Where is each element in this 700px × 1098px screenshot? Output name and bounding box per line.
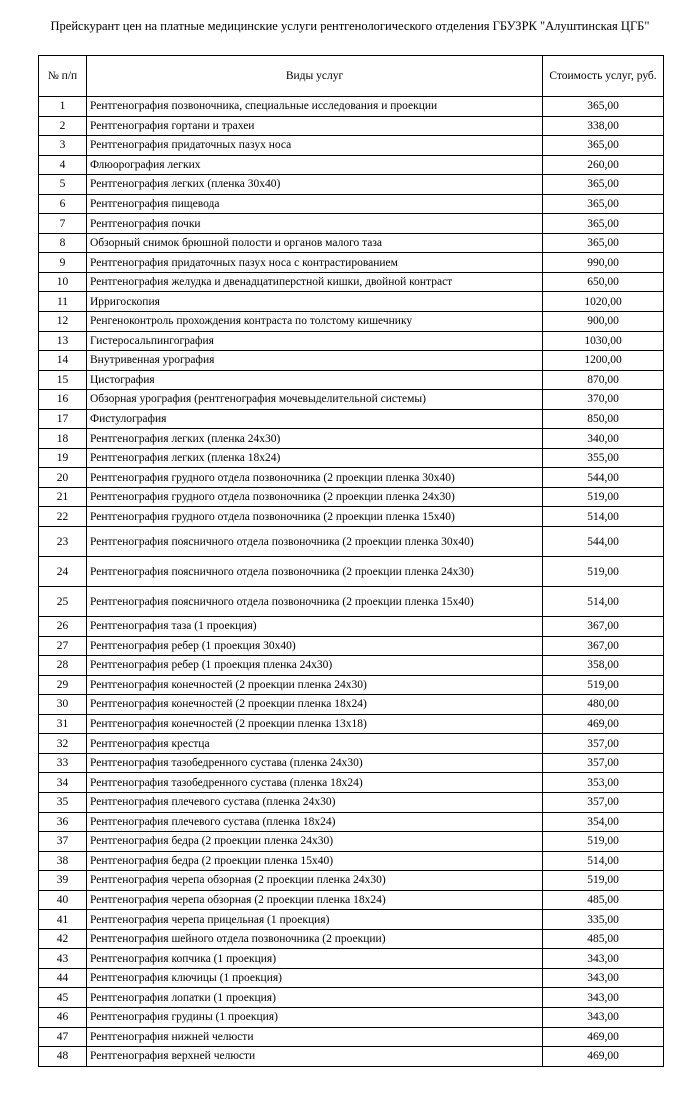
row-service: Рентгенография поясничного отдела позвоночника (2 проекции пленка 30х40) <box>87 527 543 557</box>
row-service: Рентгенография верхней челюсти <box>87 1047 543 1067</box>
row-price: 485,00 <box>543 890 664 910</box>
row-number: 11 <box>39 292 87 312</box>
row-number: 32 <box>39 734 87 754</box>
table-row <box>39 390 664 410</box>
row-number: 14 <box>39 351 87 371</box>
table-row <box>39 792 664 812</box>
row-number: 45 <box>39 988 87 1008</box>
row-service: Рентгенография поясничного отдела позвоночника (2 проекции пленка 15х40) <box>87 587 543 617</box>
row-service: Рентгенография бедра (2 проекции пленка 24х30) <box>87 832 543 852</box>
row-price: 358,00 <box>543 656 664 676</box>
row-number: 33 <box>39 753 87 773</box>
row-price: 365,00 <box>543 194 664 214</box>
row-price: 343,00 <box>543 949 664 969</box>
table-row <box>39 871 664 891</box>
table-row <box>39 175 664 195</box>
row-service: Рентгенография придаточных пазух носа с контрастированием <box>87 253 543 273</box>
row-service: Рентгенография плечевого сустава (пленка 18х24) <box>87 812 543 832</box>
table-row <box>39 331 664 351</box>
row-price: 650,00 <box>543 272 664 292</box>
row-price: 469,00 <box>543 1047 664 1067</box>
table-row <box>39 351 664 371</box>
row-price: 850,00 <box>543 409 664 429</box>
row-service: Обзорная урография (рентгенография мочевыделительной системы) <box>87 390 543 410</box>
row-price: 365,00 <box>543 136 664 156</box>
table-row <box>39 636 664 656</box>
row-service: Рентгенография легких (пленка 18х24) <box>87 448 543 468</box>
row-number: 2 <box>39 116 87 136</box>
row-price: 1020,00 <box>543 292 664 312</box>
row-service: Гистеросальпингография <box>87 331 543 351</box>
row-number: 9 <box>39 253 87 273</box>
row-number: 40 <box>39 890 87 910</box>
row-service: Рентгенография пищевода <box>87 194 543 214</box>
document-title: Прейскурант цен на платные медицинские услуги рентгенологического отделения ГБУЗРК "Алуштинская ЦГБ" <box>50 19 650 33</box>
row-service: Рентгенография грудины (1 проекция) <box>87 1007 543 1027</box>
row-number: 47 <box>39 1027 87 1047</box>
row-number: 5 <box>39 175 87 195</box>
row-number: 41 <box>39 910 87 930</box>
row-price: 365,00 <box>543 175 664 195</box>
row-number: 46 <box>39 1007 87 1027</box>
price-table <box>38 55 664 1067</box>
table-row <box>39 292 664 312</box>
row-number: 27 <box>39 636 87 656</box>
row-price: 357,00 <box>543 753 664 773</box>
row-price: 357,00 <box>543 734 664 754</box>
row-service: Рентгенография бедра (2 проекции пленка 15х40) <box>87 851 543 871</box>
table-row <box>39 890 664 910</box>
row-service: Рентгенография тазобедренного сустава (пленка 18х24) <box>87 773 543 793</box>
row-service: Рентгенография плечевого сустава (пленка 24х30) <box>87 792 543 812</box>
row-price: 367,00 <box>543 617 664 637</box>
row-price: 519,00 <box>543 557 664 587</box>
row-service: Рентгенография желудка и двенадцатиперстной кишки, двойной контраст <box>87 272 543 292</box>
row-price: 870,00 <box>543 370 664 390</box>
row-number: 31 <box>39 714 87 734</box>
table-row <box>39 370 664 390</box>
row-service: Фистулография <box>87 409 543 429</box>
table-row <box>39 851 664 871</box>
row-number: 26 <box>39 617 87 637</box>
row-number: 10 <box>39 272 87 292</box>
row-number: 48 <box>39 1047 87 1067</box>
row-price: 544,00 <box>543 468 664 488</box>
table-row <box>39 988 664 1008</box>
table-row <box>39 155 664 175</box>
row-service: Рентгенография грудного отдела позвоночника (2 проекции пленка 15х40) <box>87 507 543 527</box>
row-service: Рентгенография грудного отдела позвоночника (2 проекции пленка 30х40) <box>87 468 543 488</box>
row-price: 260,00 <box>543 155 664 175</box>
row-number: 38 <box>39 851 87 871</box>
row-service: Рентгенография крестца <box>87 734 543 754</box>
row-service: Рентгенография черепа обзорная (2 проекции пленка 24х30) <box>87 871 543 891</box>
row-service: Рентгенография позвоночника, специальные исследования и проекции <box>87 97 543 117</box>
row-number: 8 <box>39 233 87 253</box>
row-service: Обзорный снимок брюшной полости и органов малого таза <box>87 233 543 253</box>
table-row <box>39 812 664 832</box>
row-service: Рентгенография ключицы (1 проекция) <box>87 968 543 988</box>
row-price: 357,00 <box>543 792 664 812</box>
row-number: 20 <box>39 468 87 488</box>
row-number: 4 <box>39 155 87 175</box>
row-number: 28 <box>39 656 87 676</box>
row-price: 469,00 <box>543 714 664 734</box>
table-row <box>39 233 664 253</box>
table-row <box>39 487 664 507</box>
row-price: 370,00 <box>543 390 664 410</box>
table-row <box>39 675 664 695</box>
row-service: Флюорография легких <box>87 155 543 175</box>
row-price: 365,00 <box>543 233 664 253</box>
row-price: 544,00 <box>543 527 664 557</box>
row-price: 990,00 <box>543 253 664 273</box>
row-price: 514,00 <box>543 851 664 871</box>
row-service: Ирригоскопия <box>87 292 543 312</box>
row-price: 519,00 <box>543 832 664 852</box>
row-price: 365,00 <box>543 214 664 234</box>
row-number: 1 <box>39 97 87 117</box>
row-service: Рентгенография конечностей (2 проекции пленка 13х18) <box>87 714 543 734</box>
row-service: Рентгенография копчика (1 проекция) <box>87 949 543 969</box>
row-price: 343,00 <box>543 988 664 1008</box>
row-number: 15 <box>39 370 87 390</box>
table-row <box>39 753 664 773</box>
header-number: № п/п <box>39 56 87 97</box>
row-number: 22 <box>39 507 87 527</box>
header-service: Виды услуг <box>87 56 543 97</box>
row-service: Рентгенография гортани и трахеи <box>87 116 543 136</box>
row-service: Рентгенография легких (пленка 30х40) <box>87 175 543 195</box>
table-row <box>39 507 664 527</box>
row-price: 335,00 <box>543 910 664 930</box>
row-number: 35 <box>39 792 87 812</box>
table-row <box>39 695 664 715</box>
header-price: Стоимость услуг, руб. <box>543 56 664 97</box>
row-number: 19 <box>39 448 87 468</box>
row-service: Внутривенная урография <box>87 351 543 371</box>
table-row <box>39 929 664 949</box>
table-row <box>39 194 664 214</box>
row-number: 23 <box>39 527 87 557</box>
row-number: 30 <box>39 695 87 715</box>
table-row <box>39 116 664 136</box>
row-price: 514,00 <box>543 507 664 527</box>
table-row <box>39 1027 664 1047</box>
row-service: Рентгенография лопатки (1 проекция) <box>87 988 543 1008</box>
table-row <box>39 527 664 557</box>
row-number: 29 <box>39 675 87 695</box>
row-price: 480,00 <box>543 695 664 715</box>
row-service: Рентгенография конечностей (2 проекции пленка 24х30) <box>87 675 543 695</box>
row-service: Рентгенография легких (пленка 24х30) <box>87 429 543 449</box>
row-service: Рентгенография придаточных пазух носа <box>87 136 543 156</box>
table-header-row <box>39 56 664 97</box>
row-service: Рентгенография почки <box>87 214 543 234</box>
table-row <box>39 429 664 449</box>
table-row <box>39 773 664 793</box>
row-price: 469,00 <box>543 1027 664 1047</box>
row-number: 13 <box>39 331 87 351</box>
row-price: 1030,00 <box>543 331 664 351</box>
row-service: Рентгенография шейного отдела позвоночника (2 проекции) <box>87 929 543 949</box>
row-number: 36 <box>39 812 87 832</box>
row-price: 343,00 <box>543 968 664 988</box>
row-price: 485,00 <box>543 929 664 949</box>
row-service: Рентгенография грудного отдела позвоночника (2 проекции пленка 24х30) <box>87 487 543 507</box>
row-number: 17 <box>39 409 87 429</box>
table-row <box>39 97 664 117</box>
table-row <box>39 272 664 292</box>
row-price: 355,00 <box>543 448 664 468</box>
row-price: 354,00 <box>543 812 664 832</box>
row-price: 365,00 <box>543 97 664 117</box>
row-number: 34 <box>39 773 87 793</box>
row-service: Рентгенография поясничного отдела позвоночника (2 проекции пленка 24х30) <box>87 557 543 587</box>
row-number: 42 <box>39 929 87 949</box>
row-service: Рентгенография таза (1 проекция) <box>87 617 543 637</box>
row-number: 16 <box>39 390 87 410</box>
table-row <box>39 587 664 617</box>
row-service: Цистография <box>87 370 543 390</box>
table-row <box>39 714 664 734</box>
row-price: 367,00 <box>543 636 664 656</box>
row-service: Рентгенография тазобедренного сустава (пленка 24х30) <box>87 753 543 773</box>
table-row <box>39 1047 664 1067</box>
row-price: 340,00 <box>543 429 664 449</box>
table-row <box>39 832 664 852</box>
row-number: 37 <box>39 832 87 852</box>
row-price: 519,00 <box>543 675 664 695</box>
table-row <box>39 968 664 988</box>
row-price: 519,00 <box>543 487 664 507</box>
table-row <box>39 617 664 637</box>
row-price: 519,00 <box>543 871 664 891</box>
row-service: Рентгенография нижней челюсти <box>87 1027 543 1047</box>
row-number: 21 <box>39 487 87 507</box>
row-service: Рентгенография ребер (1 проекция 30х40) <box>87 636 543 656</box>
table-row <box>39 1007 664 1027</box>
table-row <box>39 949 664 969</box>
row-price: 338,00 <box>543 116 664 136</box>
table-row <box>39 136 664 156</box>
row-number: 7 <box>39 214 87 234</box>
row-service: Рентгенография черепа обзорная (2 проекции пленка 18х24) <box>87 890 543 910</box>
table-row <box>39 557 664 587</box>
row-number: 6 <box>39 194 87 214</box>
row-price: 514,00 <box>543 587 664 617</box>
table-row <box>39 312 664 332</box>
table-row <box>39 214 664 234</box>
row-service: Рентгенография конечностей (2 проекции пленка 18х24) <box>87 695 543 715</box>
row-price: 900,00 <box>543 312 664 332</box>
table-row <box>39 448 664 468</box>
row-service: Ренгеноконтроль прохождения контраста по толстому кишечнику <box>87 312 543 332</box>
table-row <box>39 409 664 429</box>
row-price: 343,00 <box>543 1007 664 1027</box>
row-service: Рентгенография ребер (1 проекция пленка 24х30) <box>87 656 543 676</box>
table-row <box>39 253 664 273</box>
row-price: 353,00 <box>543 773 664 793</box>
row-service: Рентгенография черепа прицельная (1 проекция) <box>87 910 543 930</box>
table-row <box>39 468 664 488</box>
row-number: 3 <box>39 136 87 156</box>
row-number: 24 <box>39 557 87 587</box>
table-row <box>39 656 664 676</box>
row-number: 18 <box>39 429 87 449</box>
row-number: 25 <box>39 587 87 617</box>
row-number: 12 <box>39 312 87 332</box>
table-body <box>39 97 664 1067</box>
row-number: 44 <box>39 968 87 988</box>
row-number: 43 <box>39 949 87 969</box>
row-number: 39 <box>39 871 87 891</box>
row-price: 1200,00 <box>543 351 664 371</box>
table-row <box>39 734 664 754</box>
table-row <box>39 910 664 930</box>
